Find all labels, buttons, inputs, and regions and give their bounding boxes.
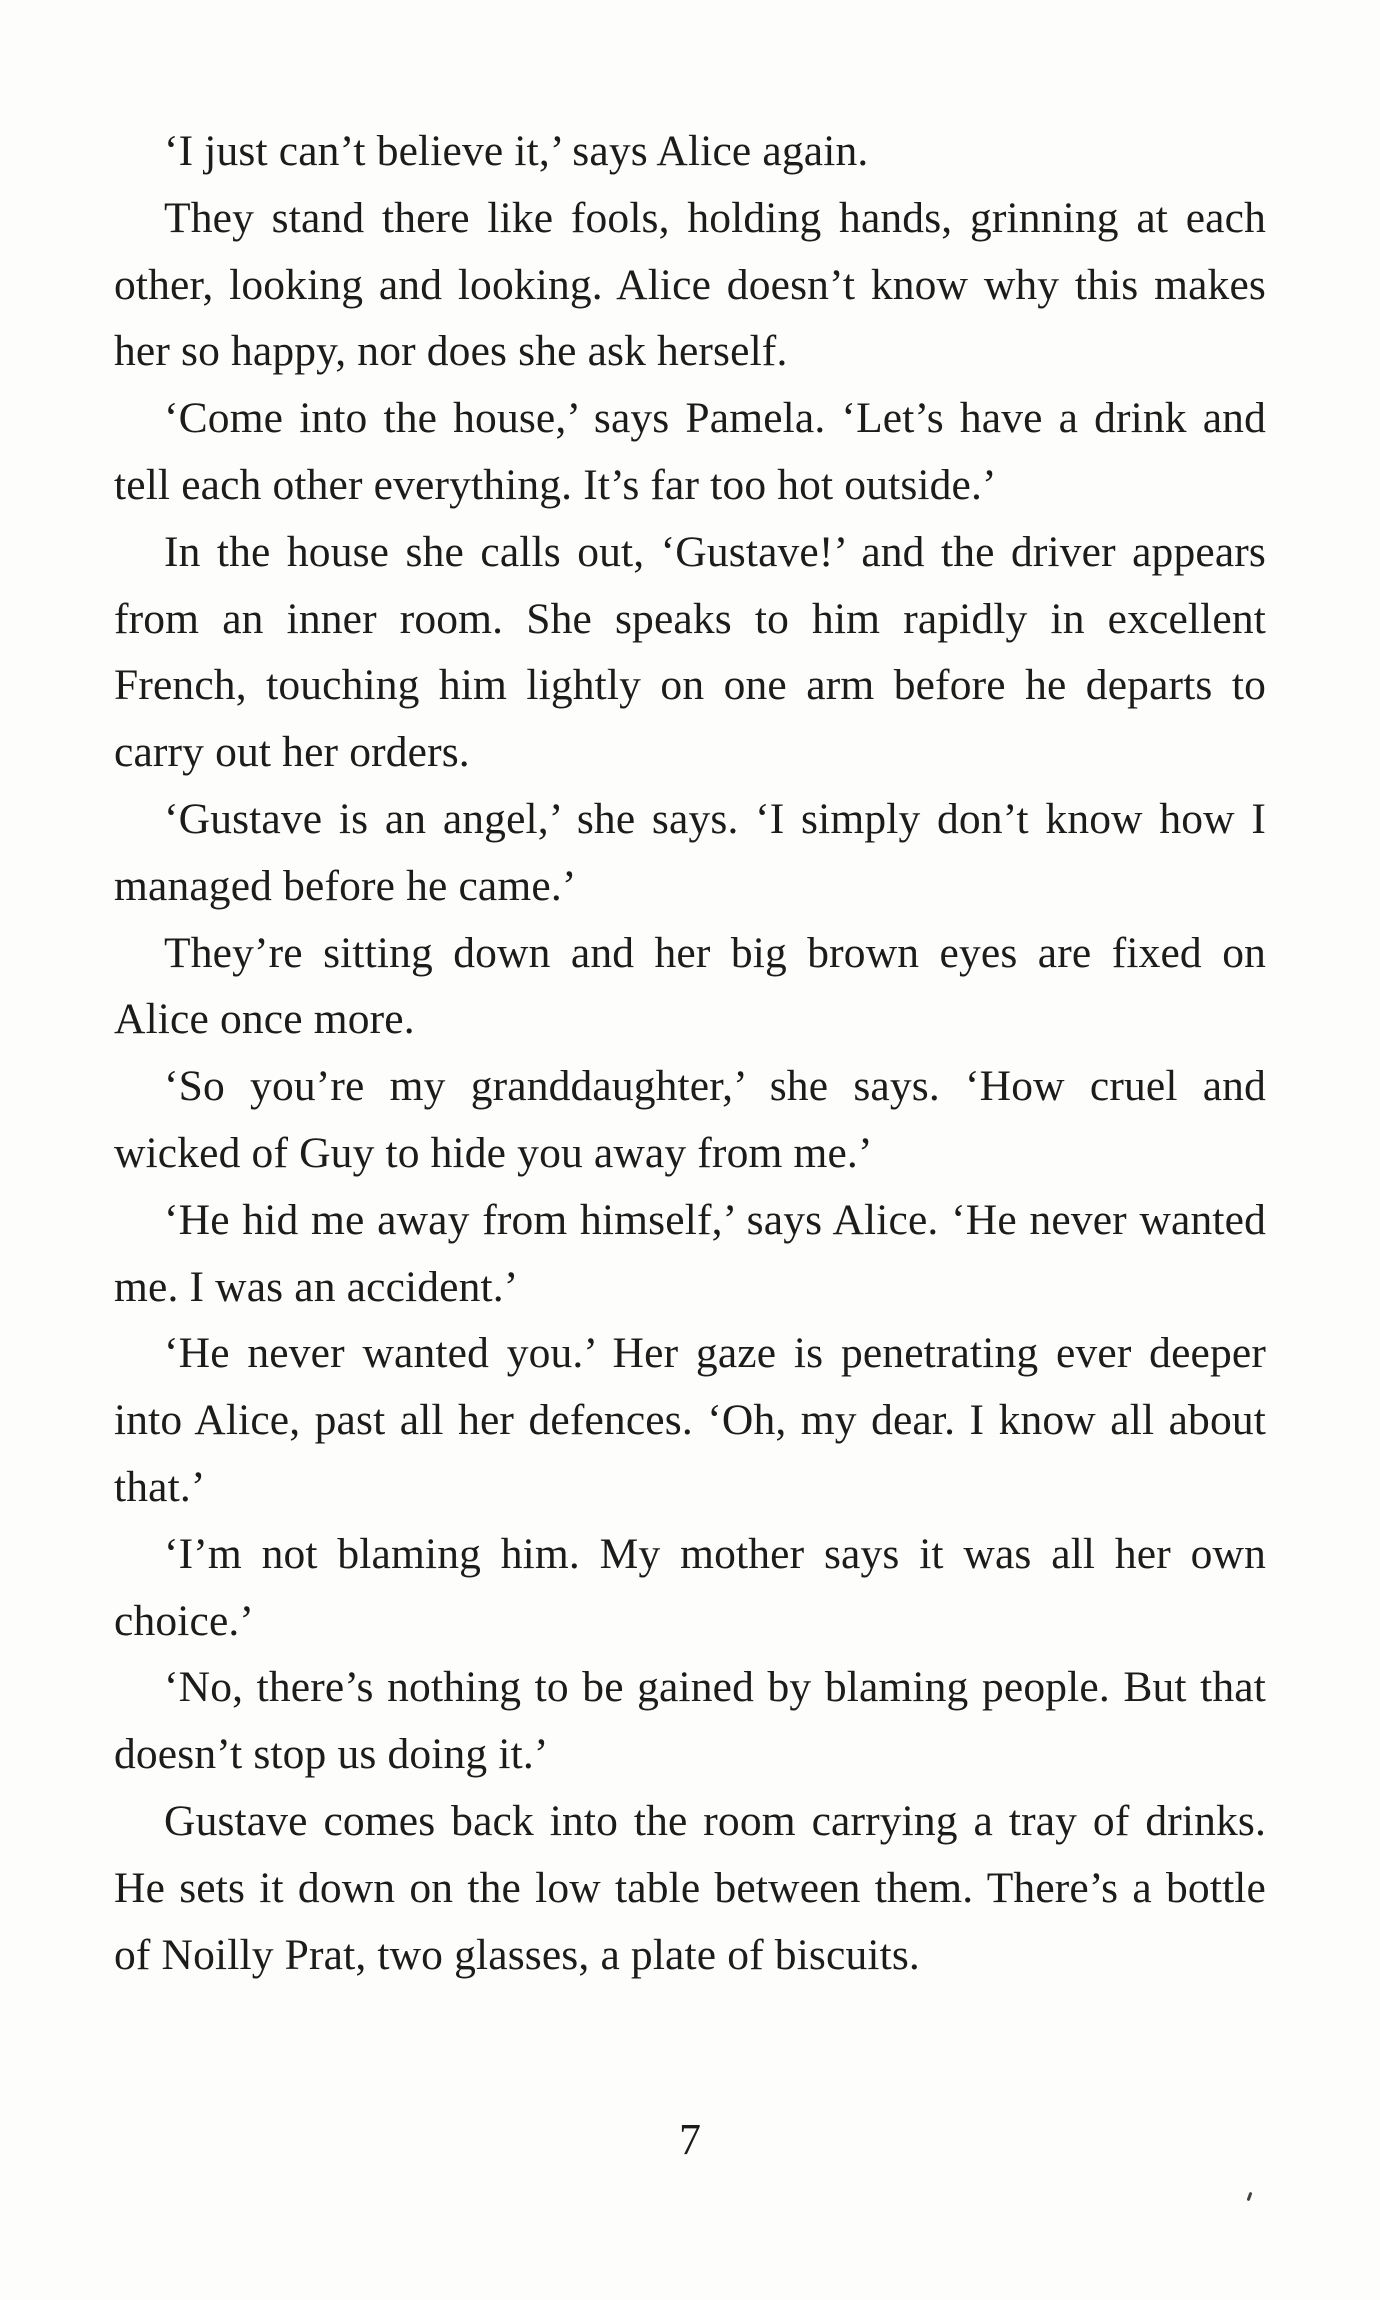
paper-speck bbox=[1247, 2192, 1253, 2201]
paragraph-8: ‘He hid me away from himself,’ says Alice. ‘He never wanted me. I was an accident.’ bbox=[114, 1195, 1266, 1311]
paragraph-3: ‘Come into the house,’ says Pamela. ‘Let’s have a drink and tell each other everything. It’s far too hot outside.’ bbox=[114, 394, 1266, 509]
paragraph-9: ‘He never wanted you.’ Her gaze is penetrating ever deeper into Alice, past all her defences. ‘Oh, my dear. I know all about that.’ bbox=[114, 1329, 1266, 1511]
paragraph-1: ‘I just can’t believe it,’ says Alice again. bbox=[164, 127, 869, 175]
paragraph-7: ‘So you’re my granddaughter,’ she says. ‘How cruel and wicked of Guy to hide you away from me.’ bbox=[114, 1062, 1266, 1177]
paragraph-4: In the house she calls out, ‘Gustave!’ and the driver appears from an inner room. She speaks to him rapidly in excellent French, touching him lightly on one arm before he departs to carry out her orders. bbox=[114, 527, 1266, 777]
body-text bbox=[114, 118, 1266, 1988]
paragraph-10: ‘I’m not blaming him. My mother says it was all her own choice.’ bbox=[114, 1529, 1266, 1645]
paragraph-2: They stand there like fools, holding hands, grinning at each other, looking and looking. Alice doesn’t know why this makes her so happy, nor does she ask herself. bbox=[114, 193, 1266, 376]
paragraph-5: ‘Gustave is an angel,’ she says. ‘I simply don’t know how I managed before he came.’ bbox=[114, 794, 1266, 910]
page-number: 7 bbox=[679, 2115, 701, 2164]
paragraph-11: ‘No, there’s nothing to be gained by blaming people. But that doesn’t stop us doing it.’ bbox=[114, 1663, 1266, 1779]
paragraph-12: Gustave comes back into the room carrying a tray of drinks. He sets it down on the low table between them. There’s a bottle of Noilly Prat, two glasses, a plate of biscuits. bbox=[114, 1796, 1266, 1979]
paragraph-6: They’re sitting down and her big brown eyes are fixed on Alice once more. bbox=[114, 928, 1266, 1044]
